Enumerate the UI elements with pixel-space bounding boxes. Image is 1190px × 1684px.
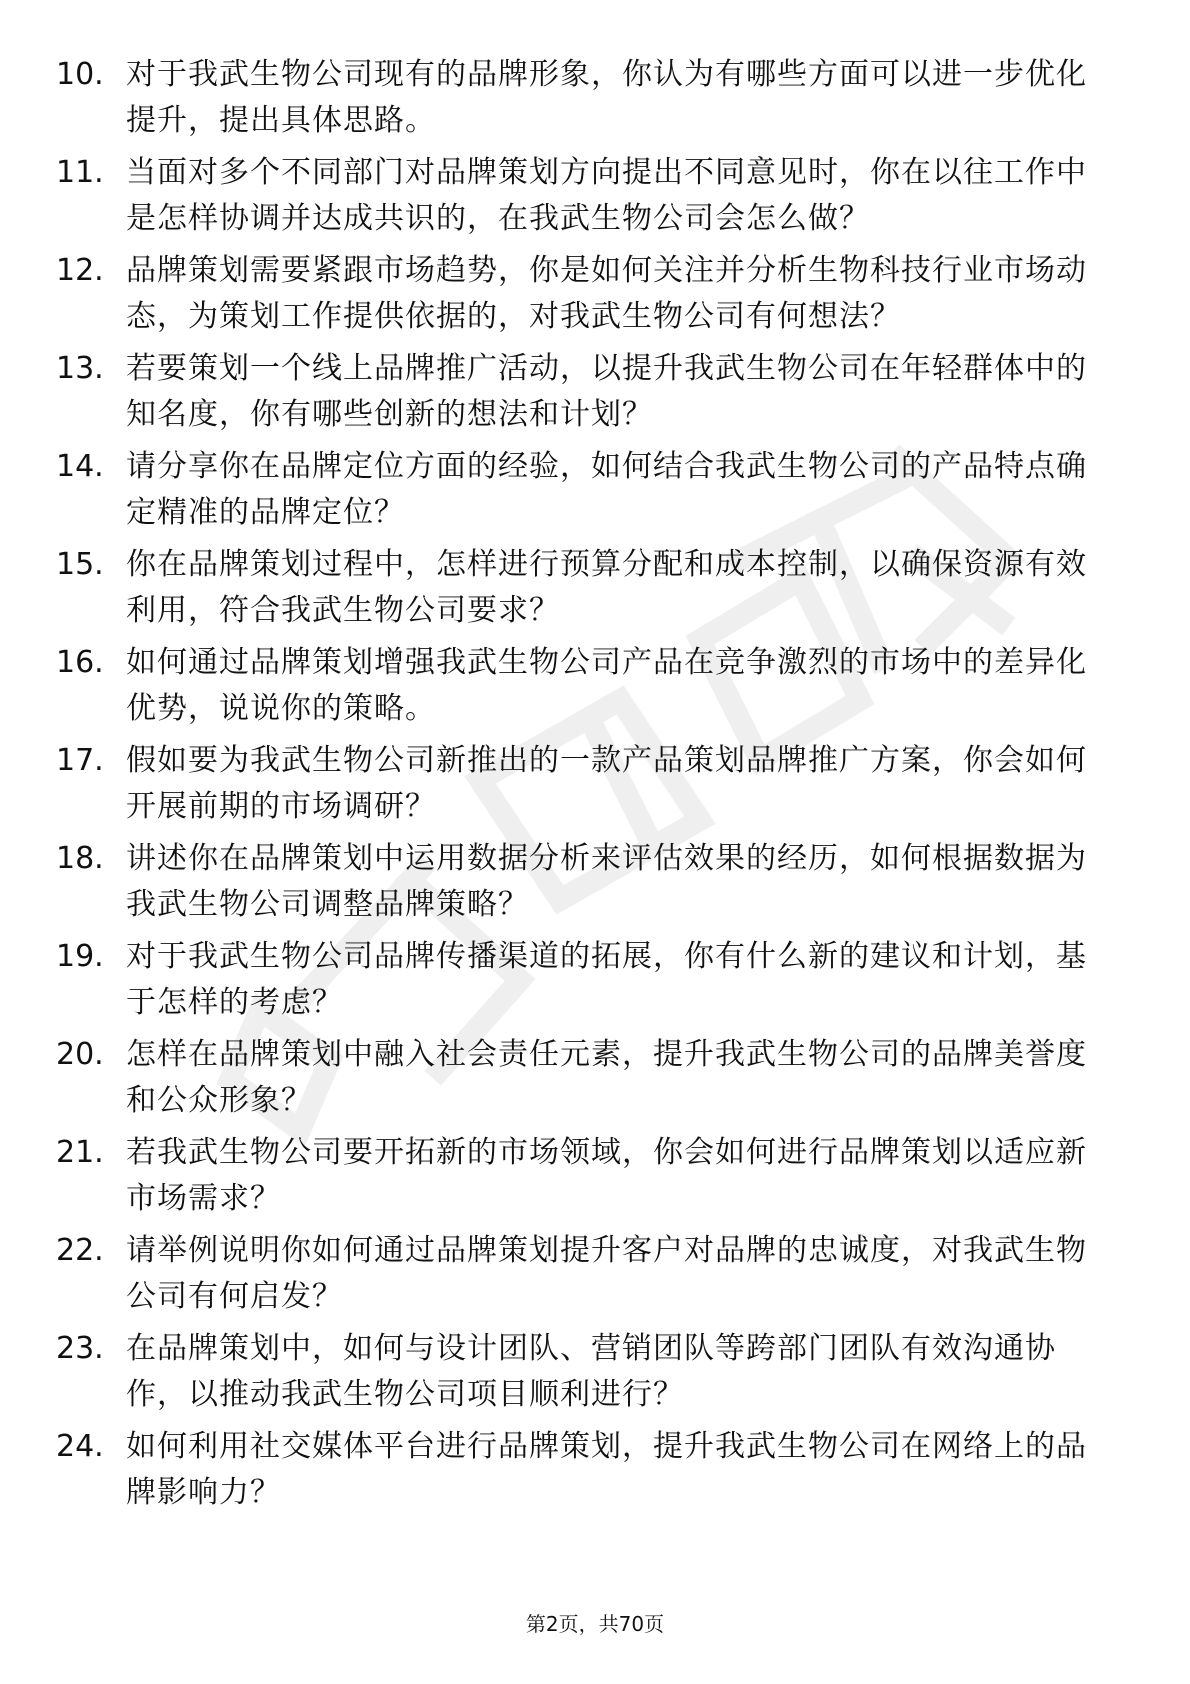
- question-item: [56, 738, 1126, 836]
- question-number: 13.: [56, 351, 104, 386]
- question-text: 请分享你在品牌定位方面的经验，如何结合我武生物公司的产品特点确定精准的品牌定位？: [126, 449, 1087, 530]
- question-item: [56, 248, 1126, 346]
- question-item: [56, 1228, 1126, 1326]
- question-number: 19.: [56, 939, 104, 974]
- question-item: [56, 1326, 1126, 1424]
- question-text: 怎样在品牌策划中融入社会责任元素，提升我武生物公司的品牌美誉度和公众形象？: [126, 1037, 1087, 1118]
- question-item: [56, 640, 1126, 738]
- question-item: [56, 1032, 1126, 1130]
- question-number: 16.: [56, 645, 104, 680]
- question-item: [56, 836, 1126, 934]
- question-text: 当面对多个不同部门对品牌策划方向提出不同意见时，你在以往工作中是怎样协调并达成共识的，在我武生物公司会怎么做？: [126, 155, 1087, 236]
- question-number: 22.: [56, 1233, 104, 1268]
- question-item: [56, 542, 1126, 640]
- question-number: 11.: [56, 155, 104, 190]
- question-list: [56, 52, 1126, 1522]
- question-number: 21.: [56, 1135, 104, 1170]
- question-number: 20.: [56, 1037, 104, 1072]
- question-text: 品牌策划需要紧跟市场趋势，你是如何关注并分析生物科技行业市场动态，为策划工作提供依据的，对我武生物公司有何想法？: [126, 253, 1087, 334]
- question-text: 如何利用社交媒体平台进行品牌策划，提升我武生物公司在网络上的品牌影响力？: [126, 1429, 1087, 1510]
- question-number: 12.: [56, 253, 104, 288]
- question-text: 若要策划一个线上品牌推广活动，以提升我武生物公司在年轻群体中的知名度，你有哪些创新的想法和计划？: [126, 351, 1087, 432]
- question-text: 若我武生物公司要开拓新的市场领域，你会如何进行品牌策划以适应新市场需求？: [126, 1135, 1087, 1216]
- question-number: 23.: [56, 1331, 104, 1366]
- question-item: [56, 444, 1126, 542]
- question-text: 在品牌策划中，如何与设计团队、营销团队等跨部门团队有效沟通协作，以推动我武生物公司项目顺利进行？: [126, 1331, 1056, 1412]
- question-item: [56, 150, 1126, 248]
- question-text: 假如要为我武生物公司新推出的一款产品策划品牌推广方案，你会如何开展前期的市场调研？: [126, 743, 1087, 824]
- question-text: 对于我武生物公司现有的品牌形象，你认为有哪些方面可以进一步优化提升，提出具体思路。: [126, 57, 1087, 138]
- page-footer: 第2页，共70页: [525, 1612, 665, 1636]
- question-number: 15.: [56, 547, 104, 582]
- question-item: [56, 52, 1126, 150]
- question-number: 17.: [56, 743, 104, 778]
- question-item: [56, 1424, 1126, 1522]
- question-item: [56, 934, 1126, 1032]
- question-text: 讲述你在品牌策划中运用数据分析来评估效果的经历，如何根据数据为我武生物公司调整品牌策略？: [126, 841, 1087, 922]
- question-number: 14.: [56, 449, 104, 484]
- question-number: 10.: [56, 57, 104, 92]
- question-text: 对于我武生物公司品牌传播渠道的拓展，你有什么新的建议和计划，基于怎样的考虑？: [126, 939, 1087, 1020]
- question-number: 24.: [56, 1429, 104, 1464]
- question-text: 如何通过品牌策划增强我武生物公司产品在竞争激烈的市场中的差异化优势，说说你的策略。: [126, 645, 1087, 726]
- question-text: 你在品牌策划过程中，怎样进行预算分配和成本控制，以确保资源有效利用，符合我武生物公司要求？: [126, 547, 1087, 628]
- question-item: [56, 1130, 1126, 1228]
- question-text: 请举例说明你如何通过品牌策划提升客户对品牌的忠诚度，对我武生物公司有何启发？: [126, 1233, 1087, 1314]
- question-item: [56, 346, 1126, 444]
- question-number: 18.: [56, 841, 104, 876]
